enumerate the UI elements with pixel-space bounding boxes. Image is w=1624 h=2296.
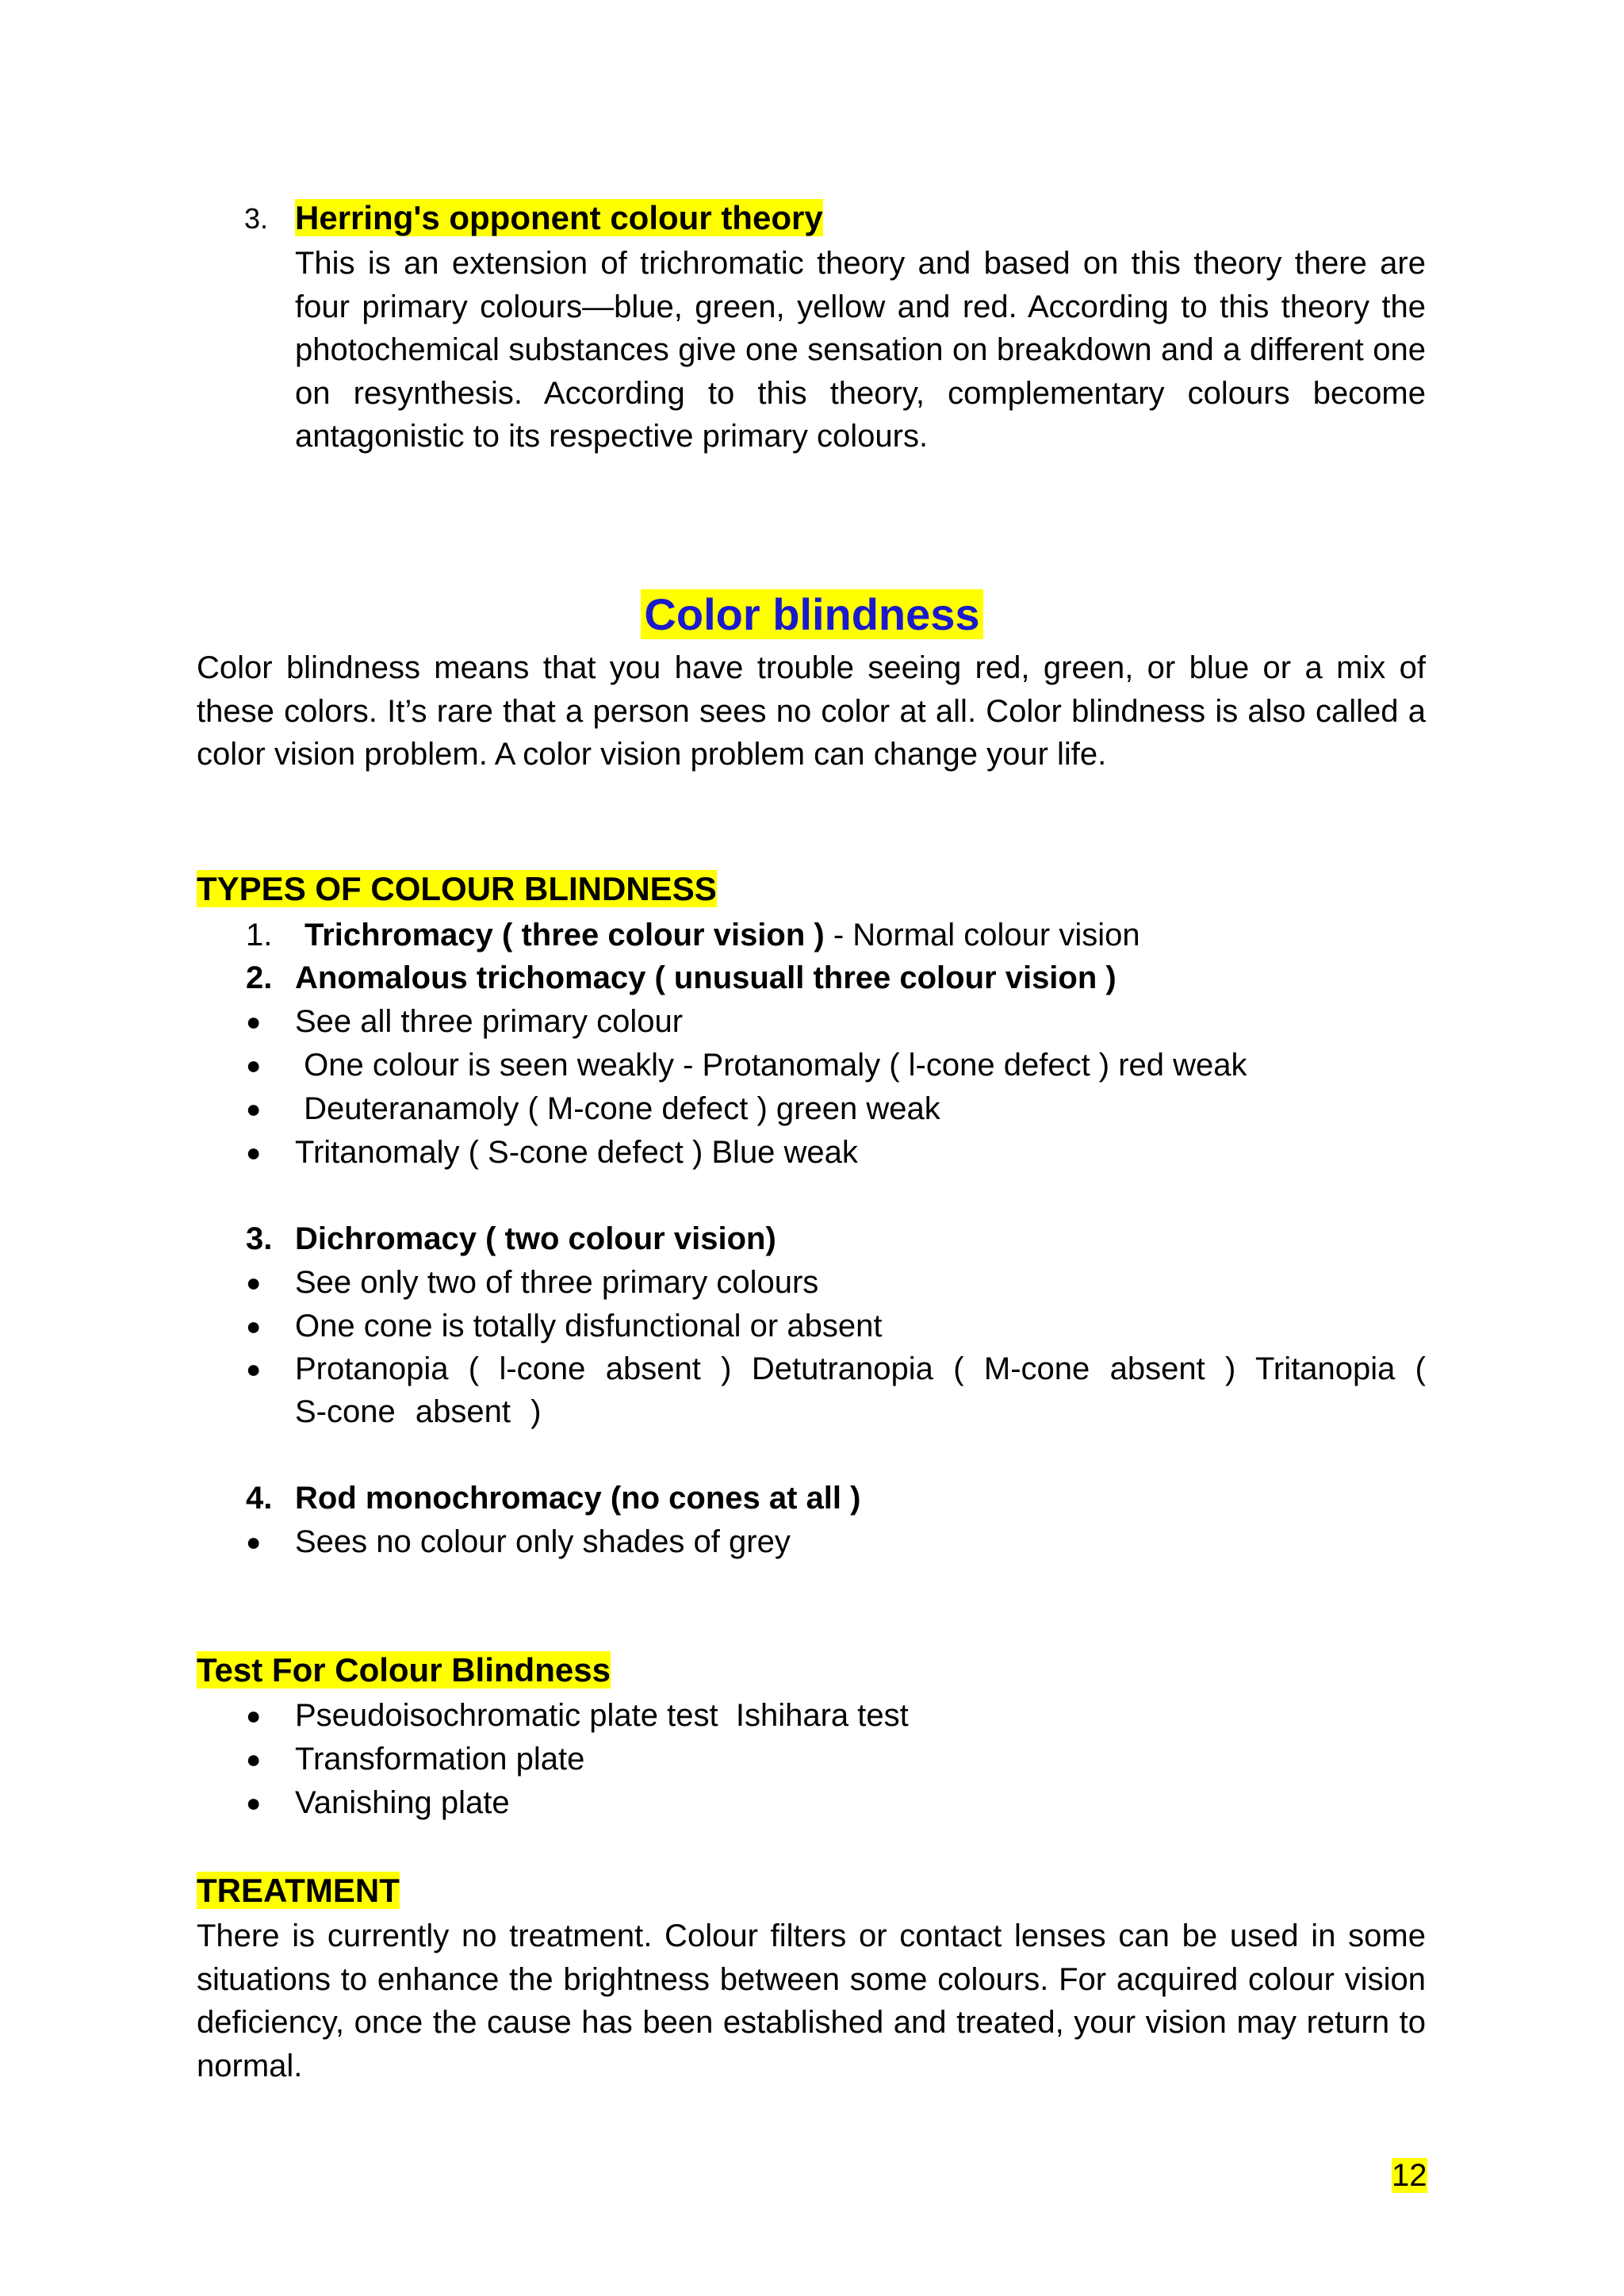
page-title-text: Color blindness (641, 589, 982, 639)
list-item: One cone is totally disfunctional or absent (295, 1309, 883, 1343)
theory-title: Herring's opponent colour theory (295, 199, 823, 236)
treatment-heading-text: TREATMENT (197, 1872, 400, 1909)
types-heading-text: TYPES OF COLOUR BLINDNESS (197, 870, 717, 907)
type-item-trichromacy (304, 914, 1140, 956)
list-number: 3. (246, 1221, 273, 1256)
list-item: See only two of three primary colours (295, 1265, 819, 1300)
list-item: Pseudoisochromatic plate test Ishihara test (295, 1698, 909, 1733)
bullet-icon: ● (246, 1355, 262, 1383)
color-blindness-paragraph: Color blindness means that you have trouble seeing red, green, or blue or a mix of these colors. It’s rare that a person sees no color at all. Color blindness is also called a color vision problem. A color vision problem can change your life. (197, 650, 1426, 772)
treatment-paragraph: There is currently no treatment. Colour filters or contact lenses can be used in some situations to enhance the brightness between some colours. For acquired colour vision deficiency, once the cause has been established and treated, your vision may return to normal. (197, 1918, 1426, 2083)
list-item: One colour is seen weakly - Protanomaly ( l-cone defect ) red weak (295, 1048, 1247, 1083)
list-item: Protanopia ( l-cone absent ) Detutranopia ( M-cone absent ) Tritanopia ( S-cone absent ) (295, 1351, 1426, 1429)
bullet-icon: ● (246, 1701, 262, 1730)
bullet-icon: ● (246, 1312, 262, 1340)
type-item-bold: Trichromacy ( three colour vision ) (304, 918, 825, 953)
type-item-rod-monochromacy: Rod monochromacy (no cones at all ) (295, 1481, 861, 1516)
list-item: Transformation plate (295, 1742, 585, 1777)
test-heading (197, 1649, 611, 1692)
theory-heading (295, 197, 823, 240)
bullet-icon: ● (246, 1138, 262, 1167)
bullet-icon: ● (246, 1094, 262, 1123)
list-number: 1. (246, 918, 273, 953)
list-number: 4. (246, 1481, 273, 1516)
list-item: Deuteranamoly ( M-cone defect ) green weak (295, 1091, 940, 1126)
list-item: Sees no colour only shades of grey (295, 1524, 791, 1559)
types-heading (197, 868, 717, 910)
page-number (1392, 2157, 1427, 2194)
bullet-icon: ● (246, 1051, 262, 1079)
theory-paragraph: This is an extension of trichromatic theory and based on this theory there are four primary colours—blue, green, yellow and red. According to this theory the photochemical substances give one sensation on breakdown and a different one on resynthesis. According to this theory, complementary colours become antagonistic to its respective primary colours. (295, 246, 1426, 454)
bullet-icon: ● (246, 1788, 262, 1817)
type-item-dichromacy: Dichromacy ( two colour vision) (295, 1221, 776, 1256)
list-item: Tritanomaly ( S-cone defect ) Blue weak (295, 1135, 858, 1170)
test-heading-text: Test For Colour Blindness (197, 1651, 611, 1688)
bullet-icon: ● (246, 1745, 262, 1773)
type-item-rest: - Normal colour vision (824, 918, 1140, 953)
bullet-icon: ● (246, 1268, 262, 1297)
type-item-anomalous: Anomalous trichomacy ( unusuall three colour vision ) (295, 960, 1116, 995)
page-title (0, 588, 1624, 641)
list-number: 3. (244, 202, 269, 235)
list-item: Vanishing plate (295, 1785, 510, 1820)
bullet-icon: ● (246, 1527, 262, 1556)
page-number-text: 12 (1392, 2158, 1427, 2193)
bullet-icon: ● (246, 1007, 262, 1036)
treatment-heading (197, 1869, 400, 1912)
list-number: 2. (246, 960, 273, 995)
list-item: See all three primary colour (295, 1004, 684, 1039)
